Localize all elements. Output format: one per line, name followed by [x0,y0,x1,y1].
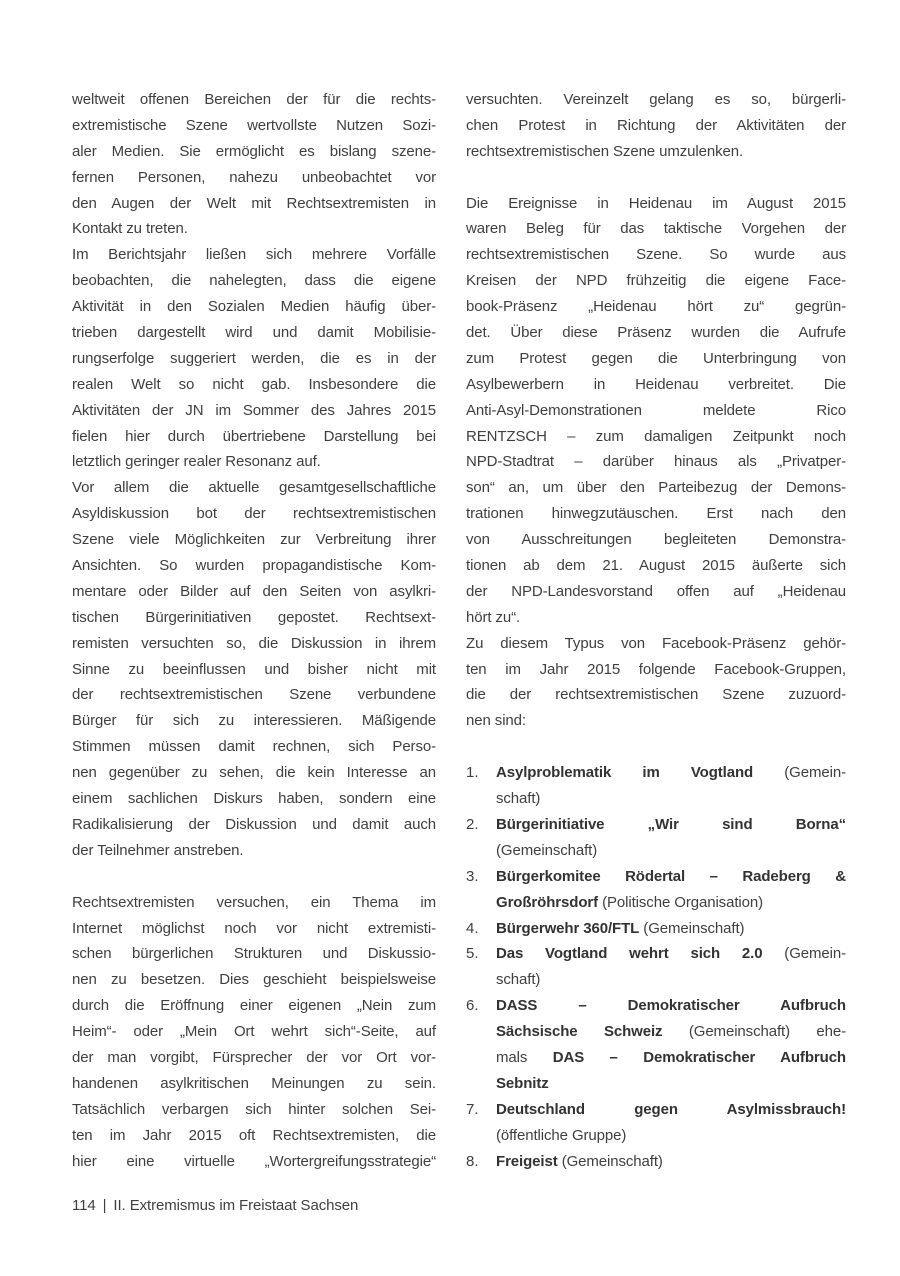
text-line: mals DAS – Demokratischer Aufbruch [496,1048,846,1066]
text-line: schen bürgerlichen Strukturen und Diskussio- [72,945,436,963]
text-line: aler Medien. Sie ermöglicht es bislang szene- [72,142,436,160]
paragraph-spacer [466,734,846,760]
text-line: ten im Jahr 2015 oft Rechtsextremisten, die [72,1126,436,1144]
text-line: trieben dargestellt wird und damit Mobilisie- [72,324,436,342]
text-line: von Ausschreitungen begleiteten Demonstra- [466,531,846,549]
text-line: Bürgerwehr 360/FTL (Gemeinschaft) [496,919,745,937]
text-line: versuchten. Vereinzelt gelang es so, bürgerli- [466,91,846,108]
text-line: Internet möglichst noch vor nicht extremisti- [72,919,436,937]
text-line: Kontakt zu treten. [72,220,188,238]
list-item-number: 5. [466,945,479,963]
text-line: Szene viele Möglichkeiten zur Verbreitung ihrer [72,531,436,549]
text-line: Freigeist (Gemeinschaft) [496,1152,663,1170]
text-line: trationen hinwegzutäuschen. Erst nach den [466,505,846,523]
list-item [466,916,846,942]
text-line: Deutschland gegen Asylmissbrauch! [496,1100,846,1118]
text-line: (öffentliche Gruppe) [496,1126,627,1144]
list-item-number: 3. [466,867,479,885]
text-line: rechtsextremistischen Szene umzulenken. [466,142,744,160]
list-item [466,1149,846,1175]
list-item-body [496,1097,846,1149]
list-item-number: 6. [466,997,479,1015]
text-line: realen Welt so nicht gab. Insbesondere die [72,375,436,393]
text-line: Kreisen der NPD frühzeitig die eigene Face- [466,272,846,290]
text-line: rungserfolge suggeriert werden, die es in der [72,349,436,367]
list-item-number: 8. [466,1152,479,1170]
list-item [466,812,846,864]
text-line: Die Ereignisse in Heidenau im August 2015 [466,194,846,212]
text-line: chen Protest in Richtung der Aktivitäten der [466,116,846,134]
text-line: Zu diesem Typus von Facebook-Präsenz gehör- [466,634,846,652]
text-line: Asyldiskussion bot der rechtsextremistischen [72,505,436,523]
text-line: Rechtsextremisten versuchen, ein Thema im [72,893,436,911]
text-line: nen zu besetzen. Dies geschieht beispielsweise [72,971,436,989]
text-line: (Gemeinschaft) [496,841,598,859]
text-line: Sebnitz [496,1074,549,1092]
text-line: tionen ab dem 21. August 2015 äußerte sich [466,557,846,575]
text-line: Im Berichtsjahr ließen sich mehrere Vorfälle [72,246,436,264]
text-line: den Augen der Welt mit Rechtsextremisten in [72,194,436,212]
paragraph [72,475,436,863]
list-item-number: 4. [466,919,479,937]
text-line: Bürger für sich zu interessieren. Mäßigende [72,712,436,730]
list-item [466,760,846,812]
paragraph-spacer [466,165,846,191]
paragraph-spacer [72,864,436,890]
paragraph [466,191,846,631]
list-item-body [496,916,846,942]
text-line: Ansichten. So wurden propagandistische Kom- [72,557,436,575]
text-line: Heim“- oder „Mein Ort wehrt sich“-Seite, auf [72,1023,436,1041]
text-line: mentare oder Bilder auf den Seiten von asylkri- [72,582,436,600]
text-line: Asylbewerbern in Heidenau verbreitet. Die [466,375,846,393]
text-line: Asylproblematik im Vogtland (Gemein- [496,764,846,782]
paragraph [72,242,436,475]
paragraph [72,890,436,1175]
text-line: der Teilnehmer anstreben. [72,841,244,859]
list-item-body [496,941,846,993]
list-item [466,1097,846,1149]
list-item-number: 1. [466,764,479,782]
text-line: weltweit offenen Bereichen der für die rechts- [72,91,436,108]
paragraph [72,87,436,242]
list-item-body [496,864,846,916]
text-line: NPD-Stadtrat – darüber hinaus als „Privatper- [466,453,846,471]
text-line: book-Präsenz „Heidenau hört zu“ gegrün- [466,298,846,316]
text-line: der rechtsextremistischen Szene verbundene [72,686,436,704]
text-line: Bürgerinitiative „Wir sind Borna“ [496,815,846,833]
text-line: der NPD-Landesvorstand offen auf „Heidenau [466,582,846,600]
text-line: waren Beleg für das taktische Vorgehen der [466,220,846,238]
text-line: extremistische Szene wertvollste Nutzen Sozi- [72,116,436,134]
text-line: einem sachlichen Diskurs haben, sondern eine [72,790,436,808]
text-line: DASS – Demokratischer Aufbruch [496,997,846,1015]
text-line: Tatsächlich verbargen sich hinter solchen Sei- [72,1100,436,1118]
text-line: Aktivität in den Sozialen Medien häufig über- [72,298,436,316]
text-line: schaft) [496,790,541,808]
text-line: rechtsextremistischen Szene. So wurde aus [466,246,846,264]
list-item [466,941,846,993]
list-item-body [496,993,846,1097]
text-line: Stimmen müssen damit rechnen, sich Perso- [72,738,436,756]
text-line: hier eine virtuelle „Wortergreifungsstrategie“ [72,1152,436,1170]
text-line: nen sind: [466,712,526,730]
text-line: Großröhrsdorf (Politische Organisation) [496,893,764,911]
text-line: handenen asylkritischen Meinungen zu sein. [72,1074,436,1092]
text-line: remisten versuchten so, die Diskussion in ihrem [72,634,436,652]
text-line: zum Protest gegen die Unterbringung von [466,349,846,367]
text-line: durch die Eröffnung einer eigenen „Nein zum [72,997,436,1015]
footer-divider: | [102,1197,107,1214]
page-footer [72,1193,358,1219]
text-line: fielen hier durch übertriebene Darstellung bei [72,427,436,445]
text-line: letztlich geringer realer Resonanz auf. [72,453,321,471]
facebook-group-list [466,760,846,1174]
list-item [466,993,846,1097]
text-column-right [466,87,846,1174]
page-number: 114 [72,1197,96,1214]
list-item-body [496,1149,846,1175]
text-line: nen gegenüber zu sehen, die kein Interesse an [72,764,436,782]
text-line: Sächsische Schweiz (Gemeinschaft) ehe- [496,1023,847,1041]
text-line: det. Über diese Präsenz wurden die Aufrufe [466,324,846,342]
text-line: schaft) [496,971,541,989]
list-item-body [496,812,846,864]
text-line: tischen Bürgerinitiativen gepostet. Rechtsext- [72,608,436,626]
text-line: ten im Jahr 2015 folgende Facebook-Gruppen, [466,660,846,678]
text-line: beobachten, die nahelegten, dass die eigene [72,272,436,290]
paragraph [466,87,846,165]
text-column-left [72,87,436,1174]
text-line: fernen Personen, nahezu unbeobachtet vor [72,168,436,186]
list-item-number: 2. [466,815,479,833]
text-line: Aktivitäten der JN im Sommer des Jahres 2015 [72,401,436,419]
text-line: son“ an, um über den Parteibezug der Demons- [466,479,846,497]
list-item [466,864,846,916]
list-item-body [496,760,846,812]
text-line: der man vorgibt, Fürsprecher der vor Ort vor- [72,1048,436,1066]
text-line: Vor allem die aktuelle gesamtgesellschaftliche [72,479,436,497]
paragraph [466,631,846,735]
text-line: Anti-Asyl-Demonstrationen meldete Rico [466,401,846,419]
text-line: hört zu“. [466,608,521,626]
text-line: Bürgerkomitee Rödertal – Radeberg & [496,867,846,885]
text-line: Radikalisierung der Diskussion und damit auch [72,815,436,833]
section-title: II. Extremismus im Freistaat Sachsen [113,1197,359,1214]
list-item-number: 7. [466,1100,479,1118]
text-line: RENTZSCH – zum damaligen Zeitpunkt noch [466,427,846,445]
text-line: Das Vogtland wehrt sich 2.0 (Gemein- [496,945,847,963]
text-line: Sinne zu beeinflussen und bisher nicht mit [72,660,436,678]
text-line: die der rechtsextremistischen Szene zuzuord- [466,686,846,704]
